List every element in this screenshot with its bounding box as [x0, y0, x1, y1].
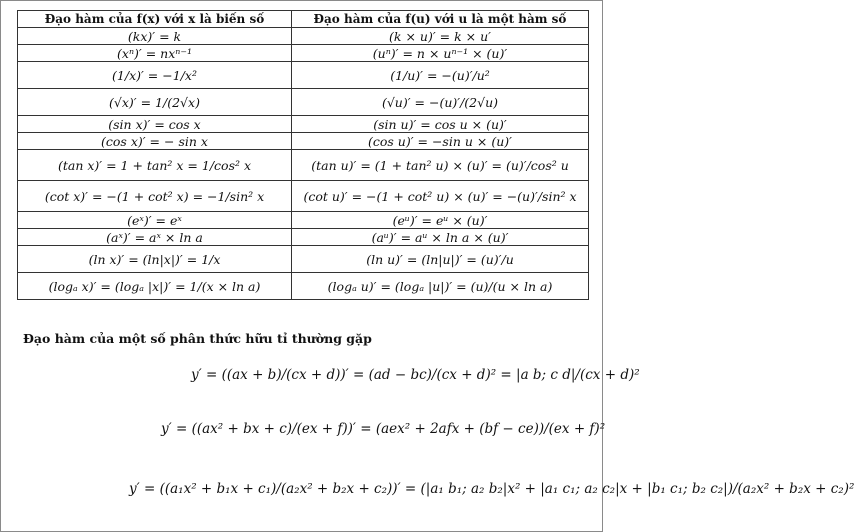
formula-cell-x: (kx)′ = k	[18, 28, 292, 45]
table-row	[18, 229, 589, 246]
formula-cell-x: (tan x)′ = 1 + tan² x = 1/cos² x	[18, 150, 292, 181]
formula-cell-u: (eᵘ)′ = eᵘ × (u)′	[292, 212, 589, 229]
formula-cell-x: (aˣ)′ = aˣ × ln a	[18, 229, 292, 246]
formula-cell-x: (logₐ x)′ = (logₐ |x|)′ = 1/(x × ln a)	[18, 273, 292, 300]
formula-cell-x: (1/x)′ = −1/x²	[18, 62, 292, 89]
table-row	[18, 89, 589, 116]
formula-cell-u: (cot u)′ = −(1 + cot² u) × (u)′ = −(u)′/sin² x	[292, 181, 589, 212]
formula-cell-u: (k × u)′ = k × u′	[292, 28, 589, 45]
table-row	[18, 273, 589, 300]
table-row	[18, 133, 589, 150]
rational-derivative-formula-1: y′ = ((ax + b)/(cx + d))′ = (ad − bc)/(cx + d)² = |a b; c d|/(cx + d)²	[191, 367, 640, 383]
table-row	[18, 212, 589, 229]
table-row	[18, 28, 589, 45]
formula-cell-x: (√x)′ = 1/(2√x)	[18, 89, 292, 116]
table-row	[18, 246, 589, 273]
formula-cell-x: (cos x)′ = − sin x	[18, 133, 292, 150]
rational-derivative-formula-2: y′ = ((ax² + bx + c)/(ex + f))′ = (aex² + 2afx + (bf − ce))/(ex + f)²	[161, 421, 606, 437]
header-fx: Đạo hàm của f(x) với x là biến số	[18, 11, 292, 28]
table-row	[18, 150, 589, 181]
section-title: Đạo hàm của một số phân thức hữu tỉ thường gặp	[23, 331, 372, 346]
formula-cell-u: (uⁿ)′ = n × uⁿ⁻¹ × (u)′	[292, 45, 589, 62]
formula-cell-u: (cos u)′ = −sin u × (u)′	[292, 133, 589, 150]
derivative-table	[17, 10, 589, 300]
formula-cell-x: (ln x)′ = (ln|x|)′ = 1/x	[18, 246, 292, 273]
formula-cell-u: (√u)′ = −(u)′/(2√u)	[292, 89, 589, 116]
table-row	[18, 181, 589, 212]
table-row	[18, 45, 589, 62]
formula-cell-x: (eˣ)′ = eˣ	[18, 212, 292, 229]
formula-cell-x: (cot x)′ = −(1 + cot² x) = −1/sin² x	[18, 181, 292, 212]
formula-cell-u: (aᵘ)′ = aᵘ × ln a × (u)′	[292, 229, 589, 246]
formula-cell-u: (ln u)′ = (ln|u|)′ = (u)′/u	[292, 246, 589, 273]
formula-cell-x: (xⁿ)′ = nxⁿ⁻¹	[18, 45, 292, 62]
formula-cell-u: (sin u)′ = cos u × (u)′	[292, 116, 589, 133]
formula-cell-u: (1/u)′ = −(u)′/u²	[292, 62, 589, 89]
formula-cell-u: (tan u)′ = (1 + tan² u) × (u)′ = (u)′/cos² u	[292, 150, 589, 181]
formula-cell-x: (sin x)′ = cos x	[18, 116, 292, 133]
table-row	[18, 62, 589, 89]
header-fu: Đạo hàm của f(u) với u là một hàm số	[292, 11, 589, 28]
rational-derivative-formula-3: y′ = ((a₁x² + b₁x + c₁)/(a₂x² + b₂x + c₂))′ = (|a₁ b₁; a₂ b₂|x² + |a₁ c₁; a₂ c₂|x + |b₁ c₁; b₂ c₂|)/(a₂x² + b₂x + c₂)²	[129, 481, 854, 497]
formula-cell-u: (logₐ u)′ = (logₐ |u|)′ = (u)/(u × ln a)	[292, 273, 589, 300]
table-row	[18, 116, 589, 133]
